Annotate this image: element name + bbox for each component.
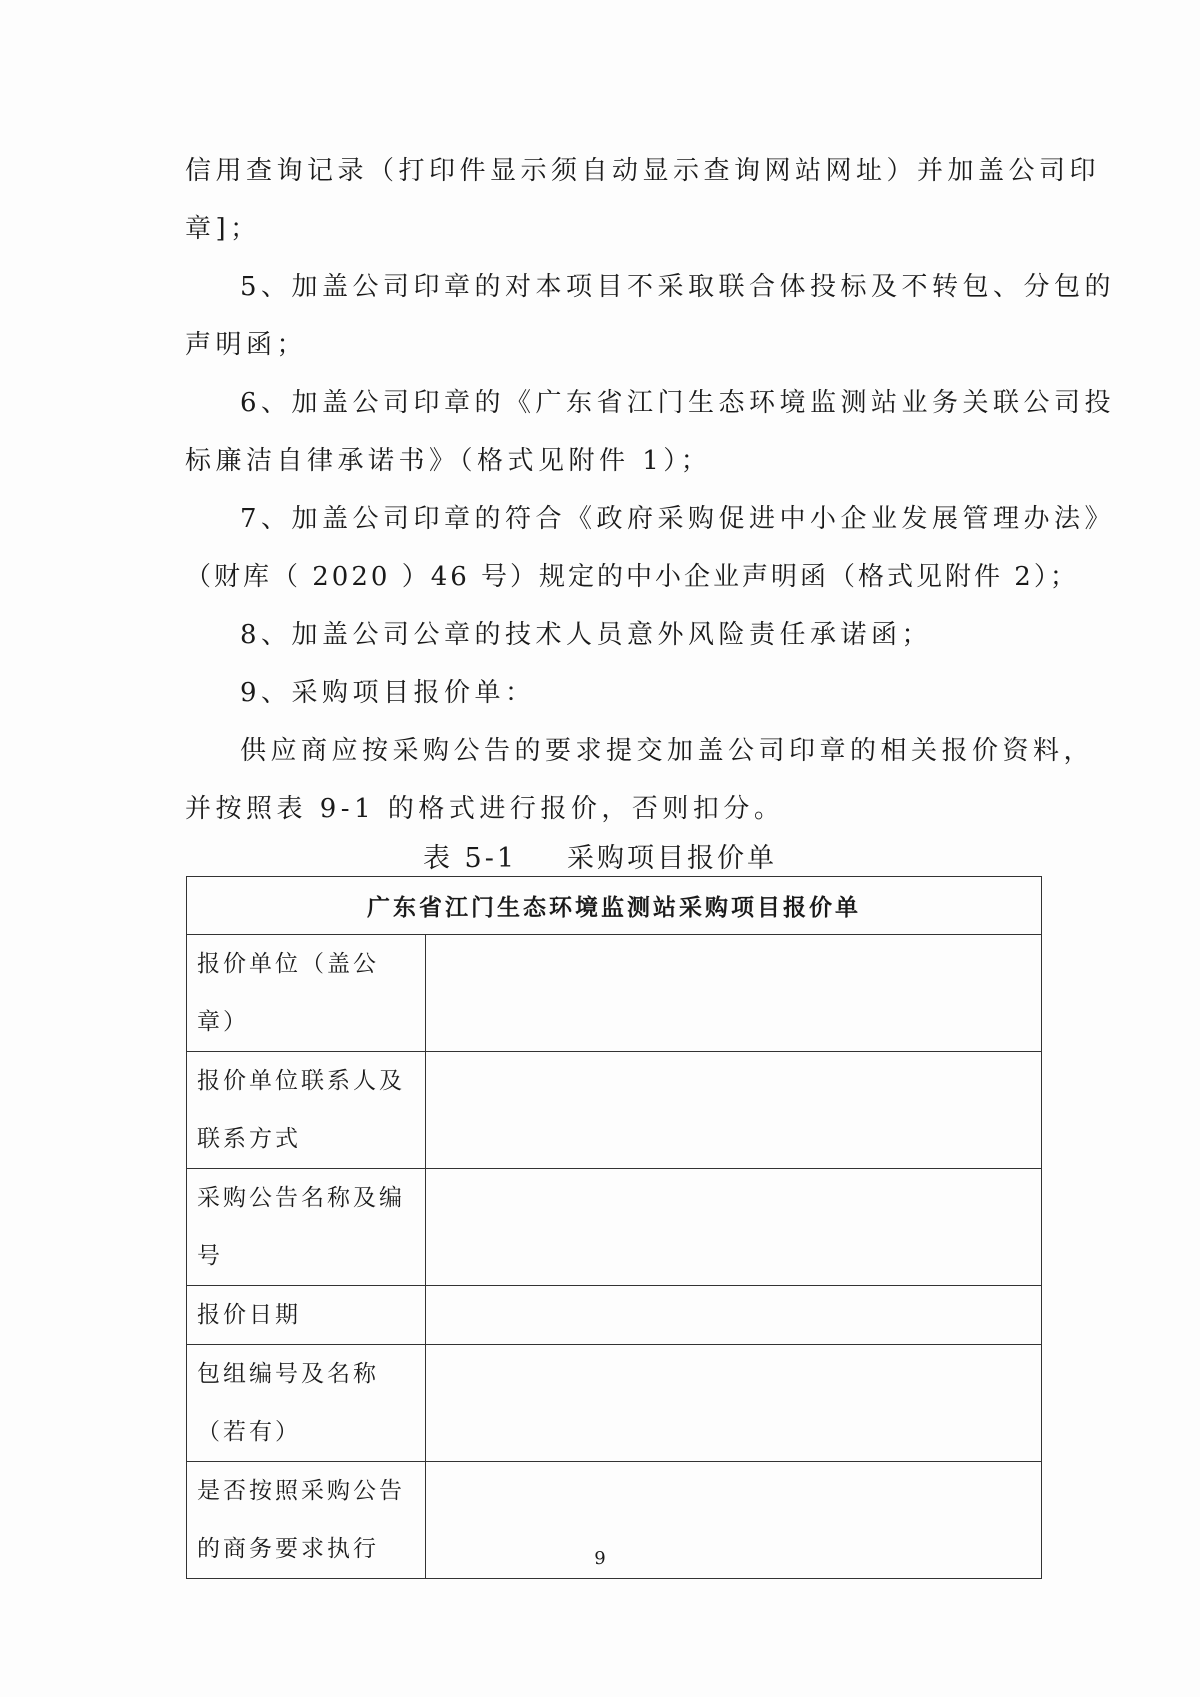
table-row [187,935,1042,1052]
table-row-value [426,1169,1042,1286]
table-row [187,1345,1042,1462]
list-item-6-line: 6、加盖公司印章的《广东省江门生态环境监测站业务关联公司投 [240,388,1116,418]
page-number: 9 [594,1548,606,1569]
table-row-label: 包组编号及名称（若有） [187,1345,426,1462]
table-row [187,1286,1042,1345]
table-row-value [426,935,1042,1052]
table-row [187,1169,1042,1286]
list-item-8-line: 8、加盖公司公章的技术人员意外风险责任承诺函； [240,620,933,650]
table-caption [0,836,1200,875]
table-row-label: 报价单位（盖公章） [187,935,426,1052]
list-item-7-line: （财库（ 2020 ）46 号）规定的中小企业声明函（格式见附件 2）； [185,562,1079,592]
supplier-paragraph-line: 并按照表 9-1 的格式进行报价，否则扣分。 [185,794,785,824]
table-row-value [426,1052,1042,1169]
table-caption-title: 采购项目报价单 [567,843,778,874]
table-row [187,1052,1042,1169]
table-row-value [426,1286,1042,1345]
list-item-6-line: 标廉洁自律承诺书》（格式见附件 1）； [185,446,712,476]
list-item-5-line: 声明函； [185,330,308,360]
table-row-label: 报价单位联系人及联系方式 [187,1052,426,1169]
list-item-5-line: 5、加盖公司印章的对本项目不采取联合体投标及不转包、分包的 [240,272,1116,302]
table-row-label: 采购公告名称及编号 [187,1169,426,1286]
table-caption-number: 表 5-1 [422,843,518,874]
table-row-label: 是否按照采购公告的商务要求执行 [187,1462,426,1579]
list-item-9-line: 9、采购项目报价单： [240,678,536,708]
table-row-label: 报价日期 [187,1286,426,1345]
supplier-paragraph-line: 供应商应按采购公告的要求提交加盖公司印章的相关报价资料， [240,736,1095,766]
table-header: 广东省江门生态环境监测站采购项目报价单 [187,877,1042,935]
paragraph-line: 信用查询记录（打印件显示须自动显示查询网站网址）并加盖公司印 [185,156,1101,186]
list-item-7-line: 7、加盖公司印章的符合《政府采购促进中小企业发展管理办法》 [240,504,1116,534]
table-header-row [187,877,1042,935]
table-row-value [426,1345,1042,1462]
quote-table [186,876,1042,1579]
paragraph-line: 章]； [185,214,261,244]
